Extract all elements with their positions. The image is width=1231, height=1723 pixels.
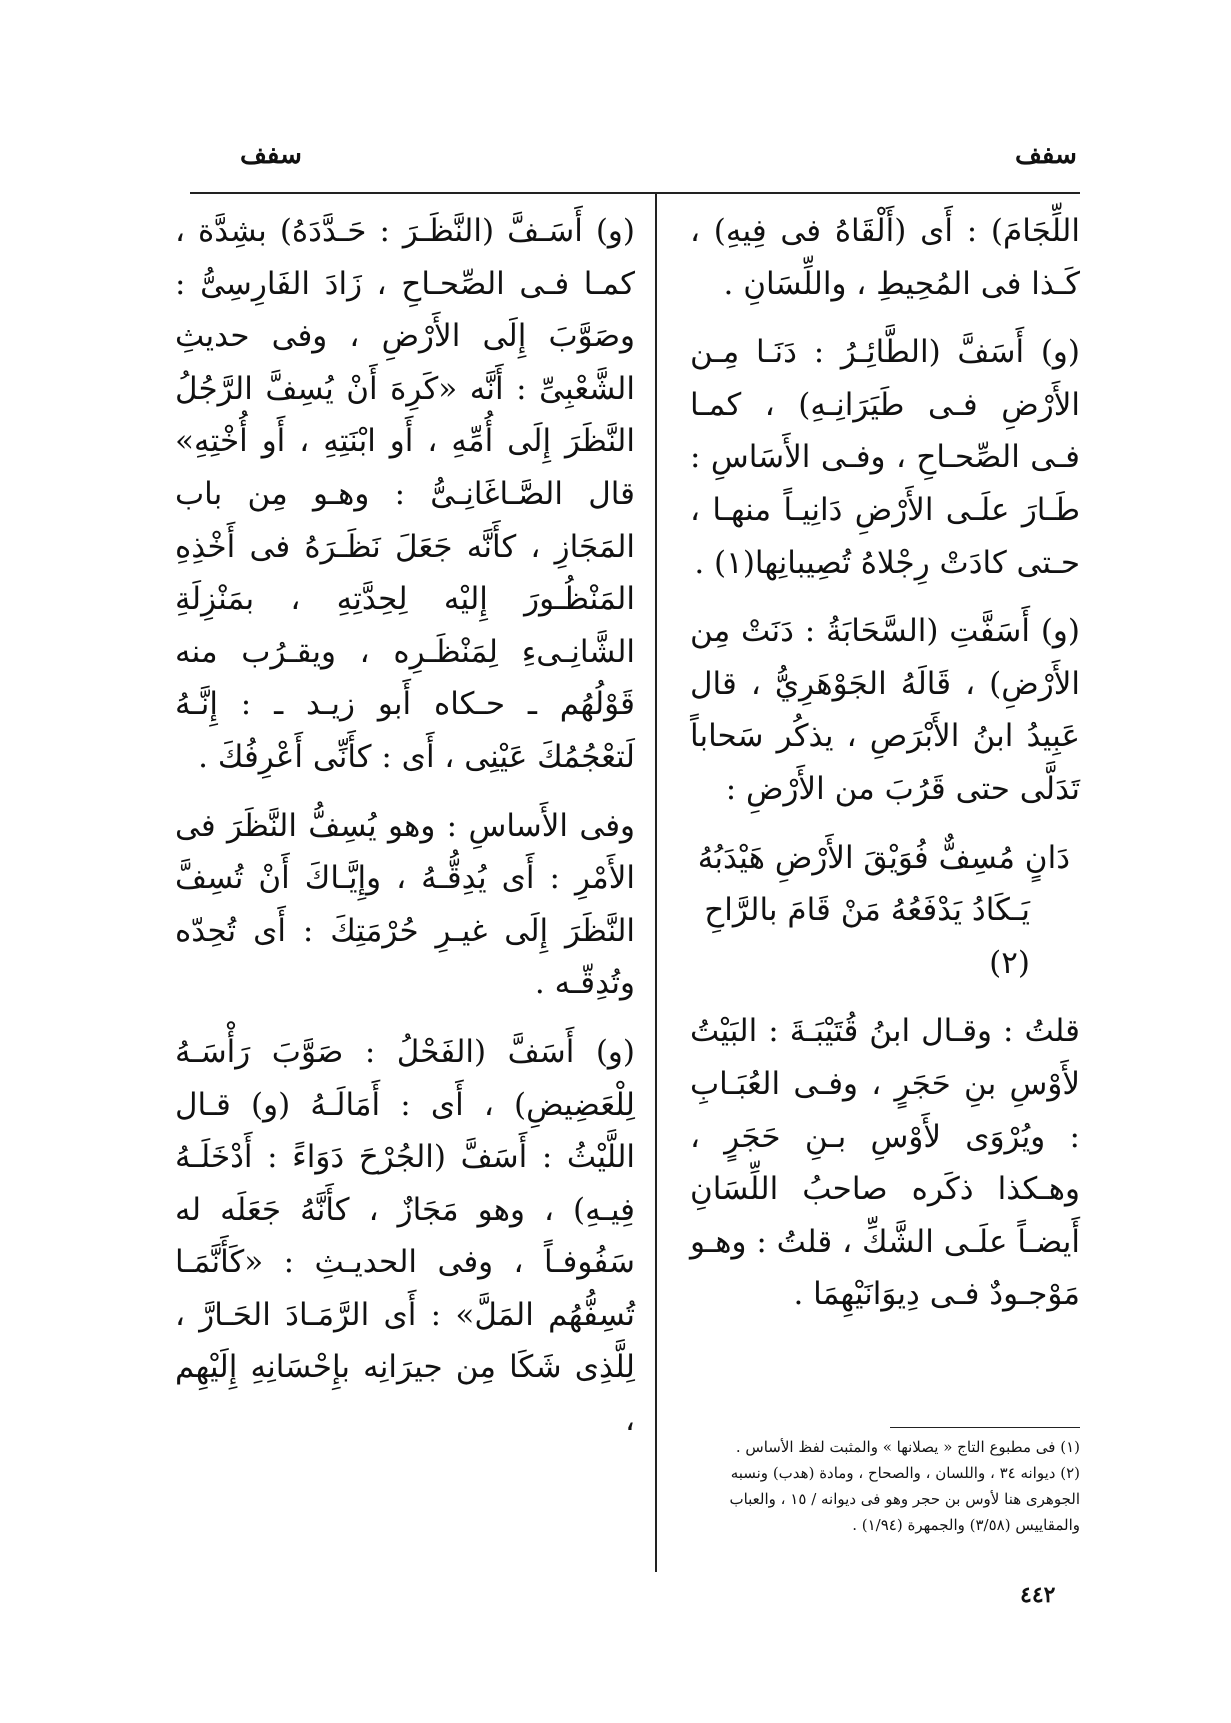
column-divider <box>655 192 657 1572</box>
footnote-1: (١) فى مطبوع التاج « يصلانها » والمثبت لفظ الأساس . <box>735 1438 1080 1456</box>
right-paragraph-4: قلتُ : وقـال ابنُ قُتَيْبَـةَ : البَيْتُ لأَوْسِ بنِ حَجَرٍ ، وفـى العُبَـابِ : ويُرْوَى لأَوْسِ بـنِ حَجَرٍ ، وهـكذا ذكَره صاحبُ اللِّسَانِ أَيضـاً علَـى الشَّكِّ ، قلتُ : وهـو مَوْجـودٌ فـى دِيوَانَيْهِمَا . <box>690 1013 1080 1313</box>
right-paragraph-2: (و) أَسَفَّ (الطَّائِـرُ : دَنَـا مِـن الأَرْضِ فـى طَيَرَانِـهِ) ، كمـا فـى الصِّحـاحِ ، وفـى الأَسَاسِ : طَـارَ علَـى الأَرْضِ دَانِيـاً منهـا ، حـتى كادَتْ رِجْلاهُ تُصِيبانِها(١) . <box>690 334 1080 581</box>
left-paragraph-3: (و) أَسَفَّ (الفَحْلُ : صَوَّبَ رَأْسَـهُ لِلْعَضِيضِ) ، أَى : أَمَالَـهُ (و) قـال اللَّيْثُ : أَسَفَّ (الجُرْحَ دَوَاءً : أَدْخَلَـهُ فِيـهِ) ، وهو مَجَازٌ ، كأَنَّهُ جَعَلَه له سَفُوفـاً ، وفى الحديـثِ : «كَأَنَّمَـا تُسِفُّهُم المَلَّ» : أَى الرَّمَـادَ الحَـارَّ ، لِلَّذِى شَكَا مِن جيرَانِه بإِحْسَانِهِ إِلَيْهِم ، <box>175 1033 635 1439</box>
footnote-rule <box>890 1427 1080 1428</box>
left-paragraph-2: وفى الأَساسِ : وهو يُسِفُّ النَّظَرَ فى الأَمْرِ : أَى يُدِقُّـهُ ، وإِيَّـاكَ أَنْ تُسِفَّ النَّظَرَ إِلَى غيـرِ حُرْمَتِكَ : أَى تُحِدّه وتُدِقّـه . <box>175 807 635 1002</box>
running-header-left: سفف <box>240 140 302 170</box>
header-rule <box>190 192 1080 194</box>
left-column <box>175 205 635 1463</box>
verse-line-2: يَـكَادُ يَدْفَعُهُ مَنْ قَامَ بالرَّاحِ (٢) <box>704 892 1030 981</box>
running-header-right: سفف <box>1015 140 1077 170</box>
right-paragraph-1: اللِّجَامَ) : أَى (أَلْقَاهُ فى فِيهِ) ، كَـذا فى المُحِيطِ ، واللِّسَانِ . <box>690 213 1080 302</box>
footnote-2: (٢) ديوانه ٣٤ ، واللسان ، والصحاح ، ومادة (هدب) ونسبه الجوهرى هنا لأوس بن حجر وهو فى ديوانه / ١٥ ، والعباب والمقاييس (٣/٥٨) والجمهرة (١/٩٤) . <box>729 1464 1080 1534</box>
right-column <box>690 205 1080 1337</box>
footnotes <box>690 1434 1080 1538</box>
poetry-verse <box>690 832 1080 990</box>
verse-line-1: دَانٍ مُسِفٌّ فُوَيْقَ الأَرْضِ هَيْدَبُهُ <box>697 839 1070 876</box>
page-number: ٤٤٢ <box>1020 1582 1056 1608</box>
left-paragraph-1: (و) أَسَـفَّ (النَّظَـرَ : حَـدَّدَهُ) بشِدَّة ، كمـا فـى الصِّحـاحِ ، زَادَ الفَارِسِىُّ : وصَوَّبَ إِلَى الأَرْضِ ، وفى حديثِ الشَّعْبِىِّ : أَنَّه «كَرِهَ أَنْ يُسِفَّ الرَّجُلُ النَّظَرَ إِلَى أُمِّهِ ، أَو ابْنَتِهِ ، أَو أُخْتِهِ» قال الصَّـاغَانِـىُّ : وهـو مِن باب المَجَازِ ، كأَنَّه جَعَلَ نَظَـرَهُ فى أَخْذِهِ المَنْظُـورَ إِليْه لِحِدَّتِهِ ، بمَنْزِلَةِ الشَّانِـىءِ لِمَنْظَـرِه ، ويقـرُب منه قَوْلُهُم ـ حـكاه أَبو زيـد ـ : إِنَّـهُ لَتعْجُمُكَ عَيْنِى ، أَى : كأَنِّى أَعْرِفُكَ . <box>175 213 635 775</box>
right-paragraph-3: (و) أَسَفَّتِ (السَّحَابَةُ : دَنَتْ مِن الأَرْضِ) ، قَالَهُ الجَوْهَرِيُّ ، قال عَبِيدُ ابنُ الأَبْرَصِ ، يذكُر سَحاباً تَدَلَّى حتى قَرُبَ من الأَرْضِ : <box>690 613 1080 807</box>
